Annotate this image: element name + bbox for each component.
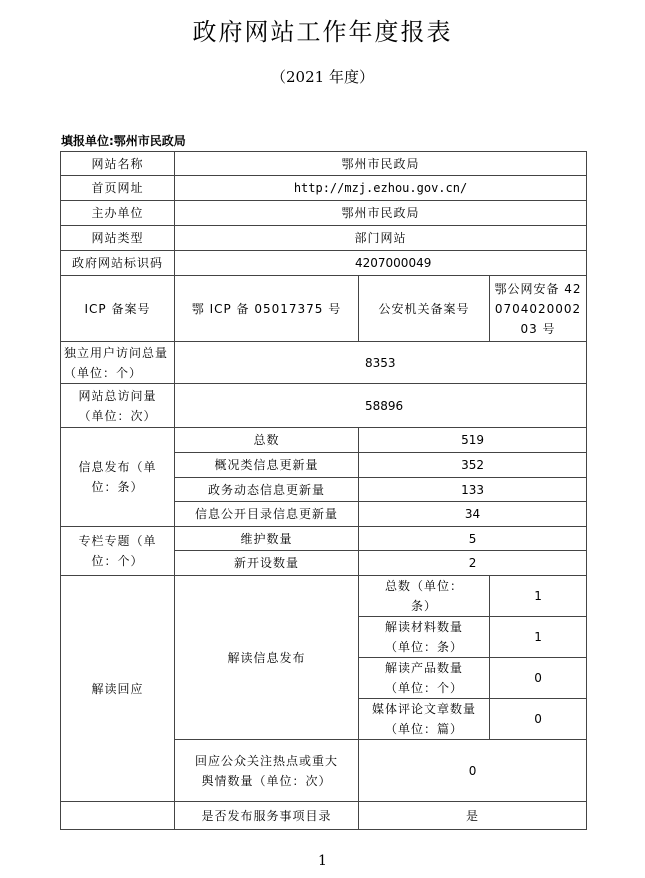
columns-item-label: 新开设数量	[175, 551, 359, 576]
row-total-visits	[61, 384, 587, 428]
police-record-value: 鄂公网安备 42070402000203 号	[490, 276, 587, 342]
site-name-label: 网站名称	[61, 152, 175, 176]
sponsor-value: 鄂州市民政局	[175, 201, 587, 226]
sponsor-label: 主办单位	[61, 201, 175, 226]
gov-id-value: 4207000049	[175, 251, 587, 276]
page-number: 1	[318, 853, 327, 869]
interp-item-label: 媒体评论文章数量（单位：篇）	[359, 699, 490, 740]
row-sponsor	[61, 201, 587, 226]
police-record-label: 公安机关备案号	[359, 276, 490, 342]
service-catalog-spacer	[61, 802, 175, 830]
row-info-total	[61, 428, 587, 453]
site-name-value: 鄂州市民政局	[175, 152, 587, 176]
site-type-value: 部门网站	[175, 226, 587, 251]
filing-unit: 填报单位:鄂州市民政局	[61, 134, 186, 148]
columns-item-value: 2	[359, 551, 587, 576]
service-catalog-value: 是	[359, 802, 587, 830]
info-item-label: 概况类信息更新量	[175, 453, 359, 478]
gov-id-label: 政府网站标识码	[61, 251, 175, 276]
interp-item-label: 解读材料数量（单位：条）	[359, 617, 490, 658]
row-interp-total	[61, 576, 587, 617]
unique-visitors-value: 8353	[175, 342, 587, 384]
interp-item-value: 1	[490, 617, 587, 658]
info-item-value: 133	[359, 478, 587, 502]
info-item-value: 34	[359, 502, 587, 527]
interp-item-label: 解读产品数量（单位：个）	[359, 658, 490, 699]
hotspot-label: 回应公众关注热点或重大舆情数量（单位：次）	[175, 740, 359, 802]
row-homepage	[61, 176, 587, 201]
info-item-label: 总数	[175, 428, 359, 453]
row-gov-id	[61, 251, 587, 276]
row-site-type	[61, 226, 587, 251]
interp-item-value: 0	[490, 699, 587, 740]
info-item-value: 519	[359, 428, 587, 453]
interpretation-sub-label: 解读信息发布	[175, 576, 359, 740]
total-visits-label: 网站总访问量（单位：次）	[61, 384, 175, 428]
homepage-url[interactable]: http://mzj.ezhou.gov.cn/	[175, 176, 587, 201]
report-table	[60, 151, 587, 830]
total-visits-value: 58896	[175, 384, 587, 428]
report-title: 政府网站工作年度报表	[192, 18, 453, 46]
info-publish-label: 信息发布（单位：条）	[61, 428, 175, 527]
interp-item-value: 1	[490, 576, 587, 617]
interpretation-label: 解读回应	[61, 576, 175, 802]
info-item-label: 信息公开目录信息更新量	[175, 502, 359, 527]
hotspot-value: 0	[359, 740, 587, 802]
row-columns-maintained	[61, 527, 587, 551]
interp-item-value: 0	[490, 658, 587, 699]
report-year: （2021 年度）	[271, 68, 374, 86]
icp-label: ICP 备案号	[61, 276, 175, 342]
service-catalog-label: 是否发布服务事项目录	[175, 802, 359, 830]
columns-item-value: 5	[359, 527, 587, 551]
row-service-catalog	[61, 802, 587, 830]
site-type-label: 网站类型	[61, 226, 175, 251]
row-unique-visitors	[61, 342, 587, 384]
homepage-label: 首页网址	[61, 176, 175, 201]
columns-label: 专栏专题（单位：个）	[61, 527, 175, 576]
interp-item-label: 总数（单位：条）	[359, 576, 490, 617]
icp-value: 鄂 ICP 备 05017375 号	[175, 276, 359, 342]
row-site-name	[61, 152, 587, 176]
row-icp	[61, 276, 587, 342]
unique-visitors-label: 独立用户访问总量（单位：个）	[61, 342, 175, 384]
columns-item-label: 维护数量	[175, 527, 359, 551]
info-item-value: 352	[359, 453, 587, 478]
info-item-label: 政务动态信息更新量	[175, 478, 359, 502]
